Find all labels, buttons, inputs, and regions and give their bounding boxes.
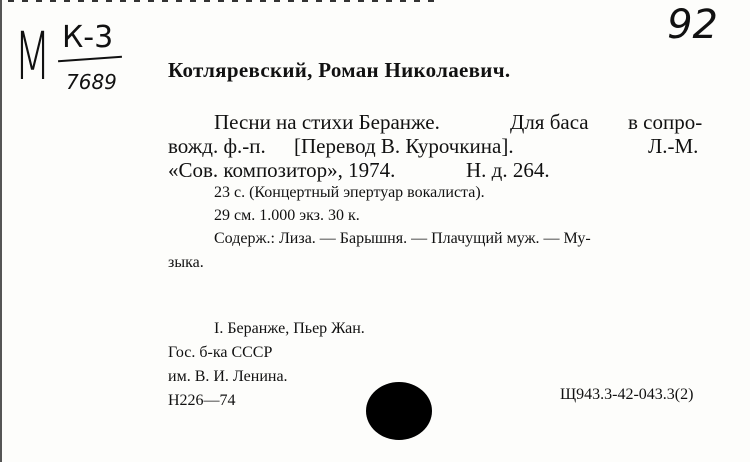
- contents-line-1: Содерж.: Лиза. — Барышня. — Плачущий муж. — Му-: [214, 230, 591, 247]
- title-line-2-left: вожд. ф.-п.: [168, 134, 266, 158]
- title-line-3-right: Н. д. 264.: [466, 158, 550, 182]
- author-heading: Котляревский, Роман Николаевич.: [168, 58, 511, 82]
- title-line-1-left: Песни на стихи Беранже.: [214, 110, 440, 134]
- library-line-2: им. В. И. Ленина.: [168, 368, 288, 385]
- series-line: 23 с. (Концертный эпертуар вокалиста).: [214, 184, 485, 201]
- ink-blot: [366, 382, 432, 440]
- card-code: Н226—74: [168, 392, 236, 409]
- library-line-1: Гос. б-ка СССР: [168, 344, 273, 361]
- tracing-entry: I. Беранже, Пьер Жан.: [214, 320, 365, 337]
- handwritten-catalog-letter: M: [14, 18, 52, 95]
- handwritten-underline: [58, 56, 122, 62]
- title-line-1-right: в сопро-: [628, 110, 703, 134]
- title-line-3-left: «Сов. композитор», 1974.: [168, 158, 396, 182]
- card-top-edge: [8, 0, 438, 2]
- handwritten-shelf-number: 7689: [66, 70, 117, 94]
- card-left-edge: [0, 0, 2, 462]
- physical-description: 29 см. 1.000 экз. 30 к.: [214, 207, 360, 224]
- handwritten-shelf-code: К-3: [62, 20, 114, 55]
- contents-line-2: зыка.: [168, 254, 204, 271]
- handwritten-card-number: 92: [667, 2, 718, 48]
- title-line-2-right: Л.-М.: [648, 134, 699, 158]
- title-line-2-mid: [Перевод В. Курочкина].: [294, 134, 514, 158]
- title-line-1-mid: Для баса: [510, 110, 589, 134]
- classification-index: Щ943.3-42-043.3(2): [560, 386, 694, 403]
